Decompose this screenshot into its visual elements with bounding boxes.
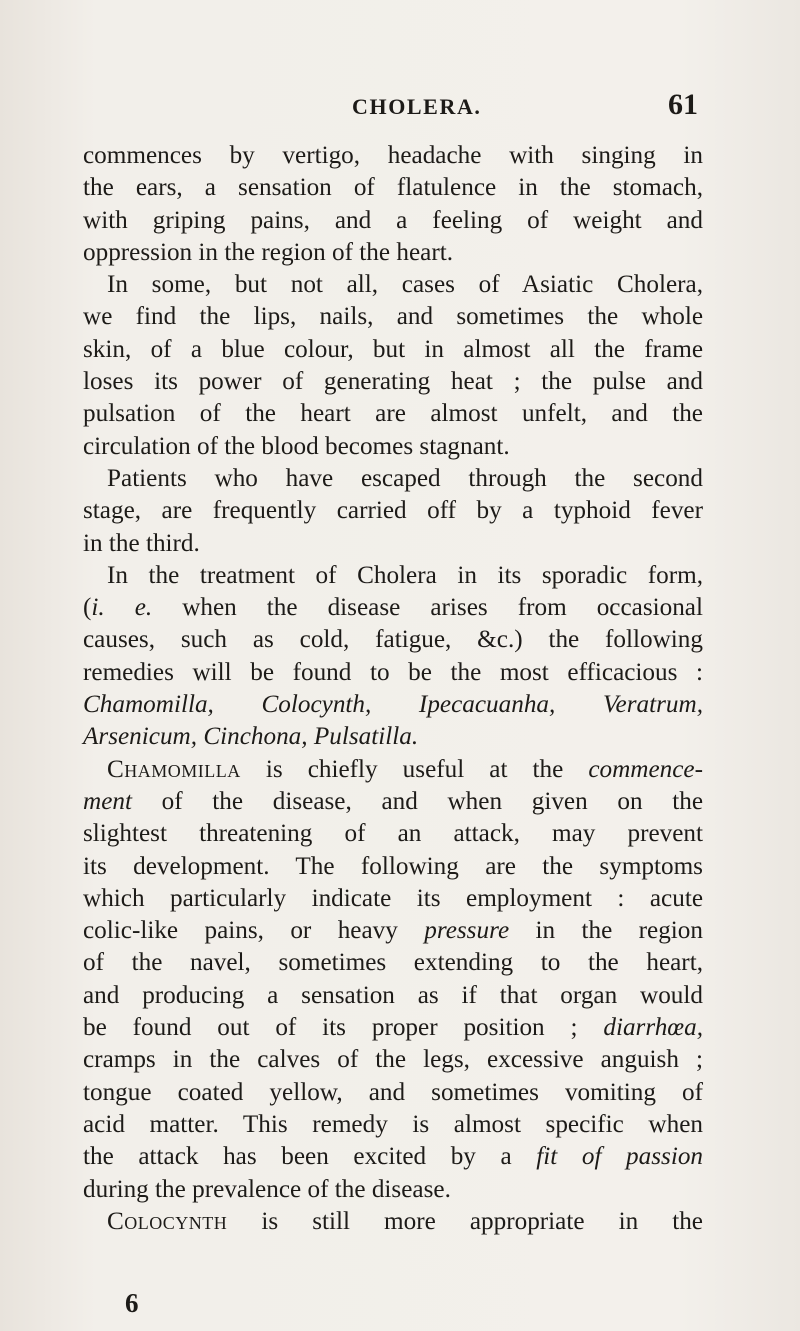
text-line xyxy=(83,915,703,947)
text-line: tongue coated yellow, and sometimes vomiting of xyxy=(83,1078,703,1106)
page-header xyxy=(0,88,800,128)
text-line: stage, are frequently carried off by a typhoid fever xyxy=(83,497,703,525)
remedy-list: Arsenicum, Cinchona, Pulsatilla. xyxy=(83,723,419,751)
text-run: when the disease arises from occasional xyxy=(152,594,703,622)
text-line: we find the lips, nails, and sometimes the whole xyxy=(83,303,703,331)
page-number: 61 xyxy=(668,88,698,121)
italic-abbrev: i. e. xyxy=(91,594,153,622)
text-line xyxy=(83,1012,703,1044)
text-line: the ears, a sensation of flatulence in the stomach, xyxy=(83,174,703,202)
italic-emphasis: ment xyxy=(83,787,132,815)
text-line: of the navel, sometimes extending to the heart, xyxy=(83,949,703,977)
italic-emphasis: fit of passion xyxy=(536,1143,704,1171)
text-line: in the third. xyxy=(83,529,200,557)
text-run: colic-like pains, or heavy xyxy=(83,917,425,945)
text-line: its development. The following are the symptoms xyxy=(83,852,703,880)
text-line: In some, but not all, cases of Asiatic Cholera, xyxy=(107,271,703,299)
text-line xyxy=(83,689,703,721)
remedy-list: Chamomilla, Colocynth, Ipecacuanha, Veratrum, xyxy=(83,691,703,719)
text-line: cramps in the calves of the legs, excessive anguish ; xyxy=(83,1046,703,1074)
italic-emphasis: pressure xyxy=(424,917,510,945)
text-run: be found out of its proper position ; xyxy=(83,1014,604,1042)
text-line: commences by vertigo, headache with singing in xyxy=(83,142,703,169)
body-text xyxy=(83,140,703,1238)
text-line xyxy=(83,1206,703,1238)
text-line xyxy=(83,754,703,786)
running-head: CHOLERA. xyxy=(352,94,482,119)
text-line xyxy=(83,721,703,753)
text-line: remedies will be found to be the most efficacious : xyxy=(83,658,703,686)
text-line: oppression in the region of the heart. xyxy=(83,238,454,266)
text-run: the attack has been excited by a xyxy=(83,1143,537,1171)
text-line: causes, such as cold, fatigue, &c.) the following xyxy=(83,626,703,654)
text-line: pulsation of the heart are almost unfelt, and the xyxy=(83,400,703,428)
text-line: circulation of the blood becomes stagnant. xyxy=(83,432,510,460)
text-line: loses its power of generating heat ; the pulse and xyxy=(83,368,703,396)
text-line: which particularly indicate its employment : acute xyxy=(83,884,703,912)
text-line xyxy=(83,786,703,818)
text-line: skin, of a blue colour, but in almost all the frame xyxy=(83,335,703,363)
text-run: in the region xyxy=(509,917,703,945)
text-line: In the treatment of Cholera in its sporadic form, xyxy=(107,561,703,589)
text-line xyxy=(83,1141,703,1173)
remedy-name: Chamomilla xyxy=(107,755,241,783)
text-run: of the disease, and when given on the xyxy=(131,787,703,815)
text-run: is still more appropriate in the xyxy=(227,1207,703,1235)
text-run: ( xyxy=(83,594,92,622)
text-line xyxy=(83,592,703,624)
italic-emphasis: diarrhœa, xyxy=(603,1014,703,1042)
text-run: is chiefly useful at the xyxy=(240,755,589,783)
text-line: slightest threatening of an attack, may prevent xyxy=(83,820,703,848)
text-line: with griping pains, and a feeling of weight and xyxy=(83,206,703,234)
remedy-name: Colocynth xyxy=(107,1207,228,1235)
text-line: and producing a sensation as if that organ would xyxy=(83,981,703,1009)
signature-mark: 6 xyxy=(125,1288,139,1318)
italic-emphasis: commence- xyxy=(588,755,703,783)
text-line: Patients who have escaped through the second xyxy=(107,464,703,492)
text-line: acid matter. This remedy is almost specific when xyxy=(83,1110,703,1138)
text-line: during the prevalence of the disease. xyxy=(83,1175,451,1203)
